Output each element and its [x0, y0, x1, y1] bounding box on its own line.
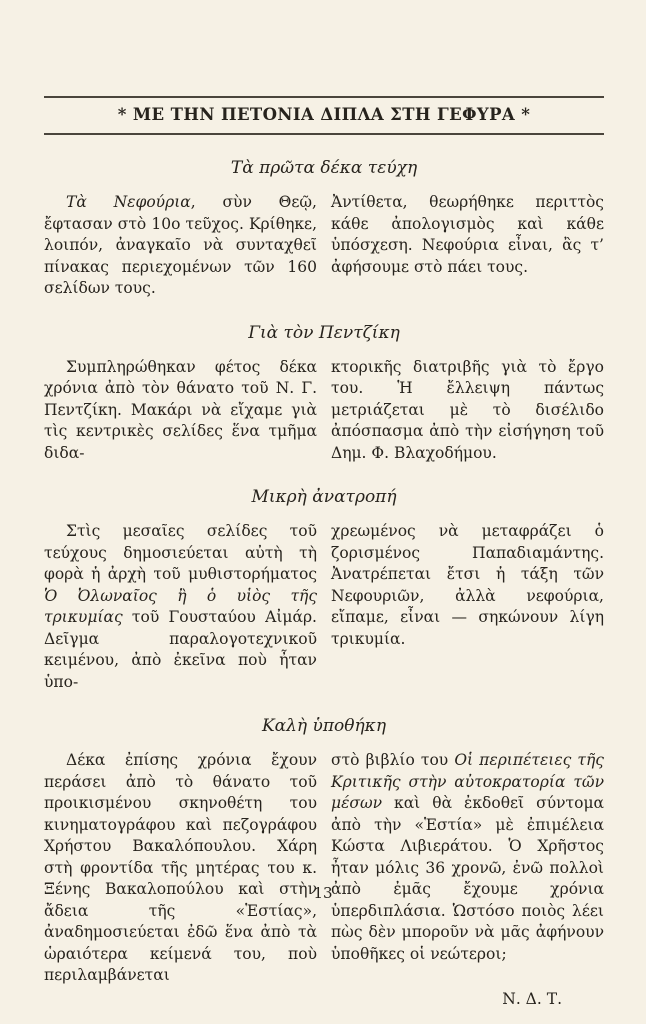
text-column-left: Στὶς μεσαῖες σελίδες τοῦ τεύχους δημοσιεύεται αὐτὴ τὴ φορὰ ἡ ἀρχὴ τοῦ μυθιστορήματος Ὁ Ὀλωναῖος ἢ ὁ υἱὸς τῆς τρικυμίας τοῦ Γουσταύου Αἰμάρ. Δεῖγμα παραλογοτεχνικοῦ κειμένου, ἀπὸ ἐκεῖνα ποὺ ἦταν ὑπο-	[44, 522, 317, 691]
text-column-right: Ἀντίθετα, θεωρήθηκε περιττὸς κάθε ἀπολογισμὸς καὶ κάθε ὑπόσχεση. Νεφούρια εἶναι, ἂς τ’ ἀφήσουμε στὸ πάει τους.	[331, 193, 604, 276]
section-pentzikis	[44, 323, 604, 465]
two-column-text	[44, 357, 604, 465]
section-heading: Μικρὴ ἀνατροπή	[251, 487, 397, 507]
text-column-right: χρεωμένος νὰ μεταφράζει ὁ ζορισμένος Παπαδιαμάντης. Ἀνατρέπεται ἔτσι ἡ τάξη τῶν Νεφουριῶν, ἀλλὰ νεφούρια, εἴπαμε, εἶναι — σηκώνουν λίγη τρικυμία.	[331, 522, 604, 648]
section-heading: Τὰ πρῶτα δέκα τεύχη	[230, 158, 418, 178]
section-heading: Γιὰ τὸν Πεντζίκη	[248, 322, 400, 343]
two-column-text	[44, 750, 604, 987]
two-column-text	[44, 521, 604, 693]
text-column-left: Τὰ Νεφούρια, σὺν Θεῷ, ἔφτασαν στὸ 10ο τεῦχος. Κρίθηκε, λοιπόν, ἀναγκαῖο νὰ συνταχθεῖ πίνακας περιεχομένων τῶν 160 σελίδων τους.	[44, 193, 317, 297]
text-column-right: στὸ βιβλίο του Οἱ περιπέτειες τῆς Κριτικῆς στὴν αὐτοκρατορία τῶν μέσων καὶ θὰ ἐκδοθεῖ σύντομα ἀπὸ τὴν «Ἑστία» μὲ ἐπιμέλεια Κώστα Λιβιεράτου. Ὁ Χρῆστος ἦταν μόλις 36 χρονῶ, ἐνῶ πολλοὶ ἀπὸ ἐμᾶς ἔχουμε χρόνια ὑπερδιπλάσια. Ὡστόσο ποιὸς λέει πὼς δὲν μποροῦν νὰ μᾶς ἀφήνουν ὑποθῆκες οἱ νεώτεροι;	[331, 751, 604, 963]
section-heading: Καλὴ ὑποθήκη	[261, 716, 387, 736]
text-column-left: Συμπληρώθηκαν φέτος δέκα χρόνια ἀπὸ τὸν θάνατο τοῦ Ν. Γ. Πεντζίκη. Μακάρι νὰ εἴχαμε γιὰ τὶς κεντρικὲς σελίδες ἕνα τμῆμα διδα-	[44, 357, 317, 462]
section-first-ten-issues	[44, 158, 604, 300]
masthead-title: * ΜΕ ΤΗΝ ΠΕΤΟΝΙΑ ΔΙΠΛΑ ΣΤΗ ΓΕΦΥΡΑ *	[117, 105, 531, 124]
section-good-legacy	[44, 716, 604, 1010]
text-column-right: κτορικῆς διατριβῆς γιὰ τὸ ἔργο του. Ἡ ἔλλειψη πάντως μετριάζεται μὲ τὸ δισέλιδο ἀπόσπασμα ἀπὸ τὴν εἰσήγηση τοῦ Δημ. Φ. Βλαχοδήμου.	[331, 357, 604, 462]
text-column-left: Δέκα ἐπίσης χρόνια ἔχουν περάσει ἀπὸ τὸ θάνατο τοῦ προικισμένου σκηνοθέτη του κινηματογράφου καὶ πεζογράφου Χρήστου Βακαλόπουλου. Χάρη στὴ φροντίδα τῆς μητέρας του κ. Ξένης Βακαλοπούλου καὶ στὴν ἄδεια τῆς «Ἑστίας», ἀναδημοσιεύεται ἐδῶ ἕνα ἀπὸ τὰ ὡραιότερα κείμενά του, ποὺ περιλαμβάνεται	[44, 751, 317, 984]
section-small-upset	[44, 487, 604, 693]
two-column-text	[44, 192, 604, 300]
masthead-rule-bottom	[44, 133, 604, 135]
author-initials: Ν. Δ. Τ.	[502, 989, 562, 1008]
page-number: 13	[313, 884, 333, 902]
